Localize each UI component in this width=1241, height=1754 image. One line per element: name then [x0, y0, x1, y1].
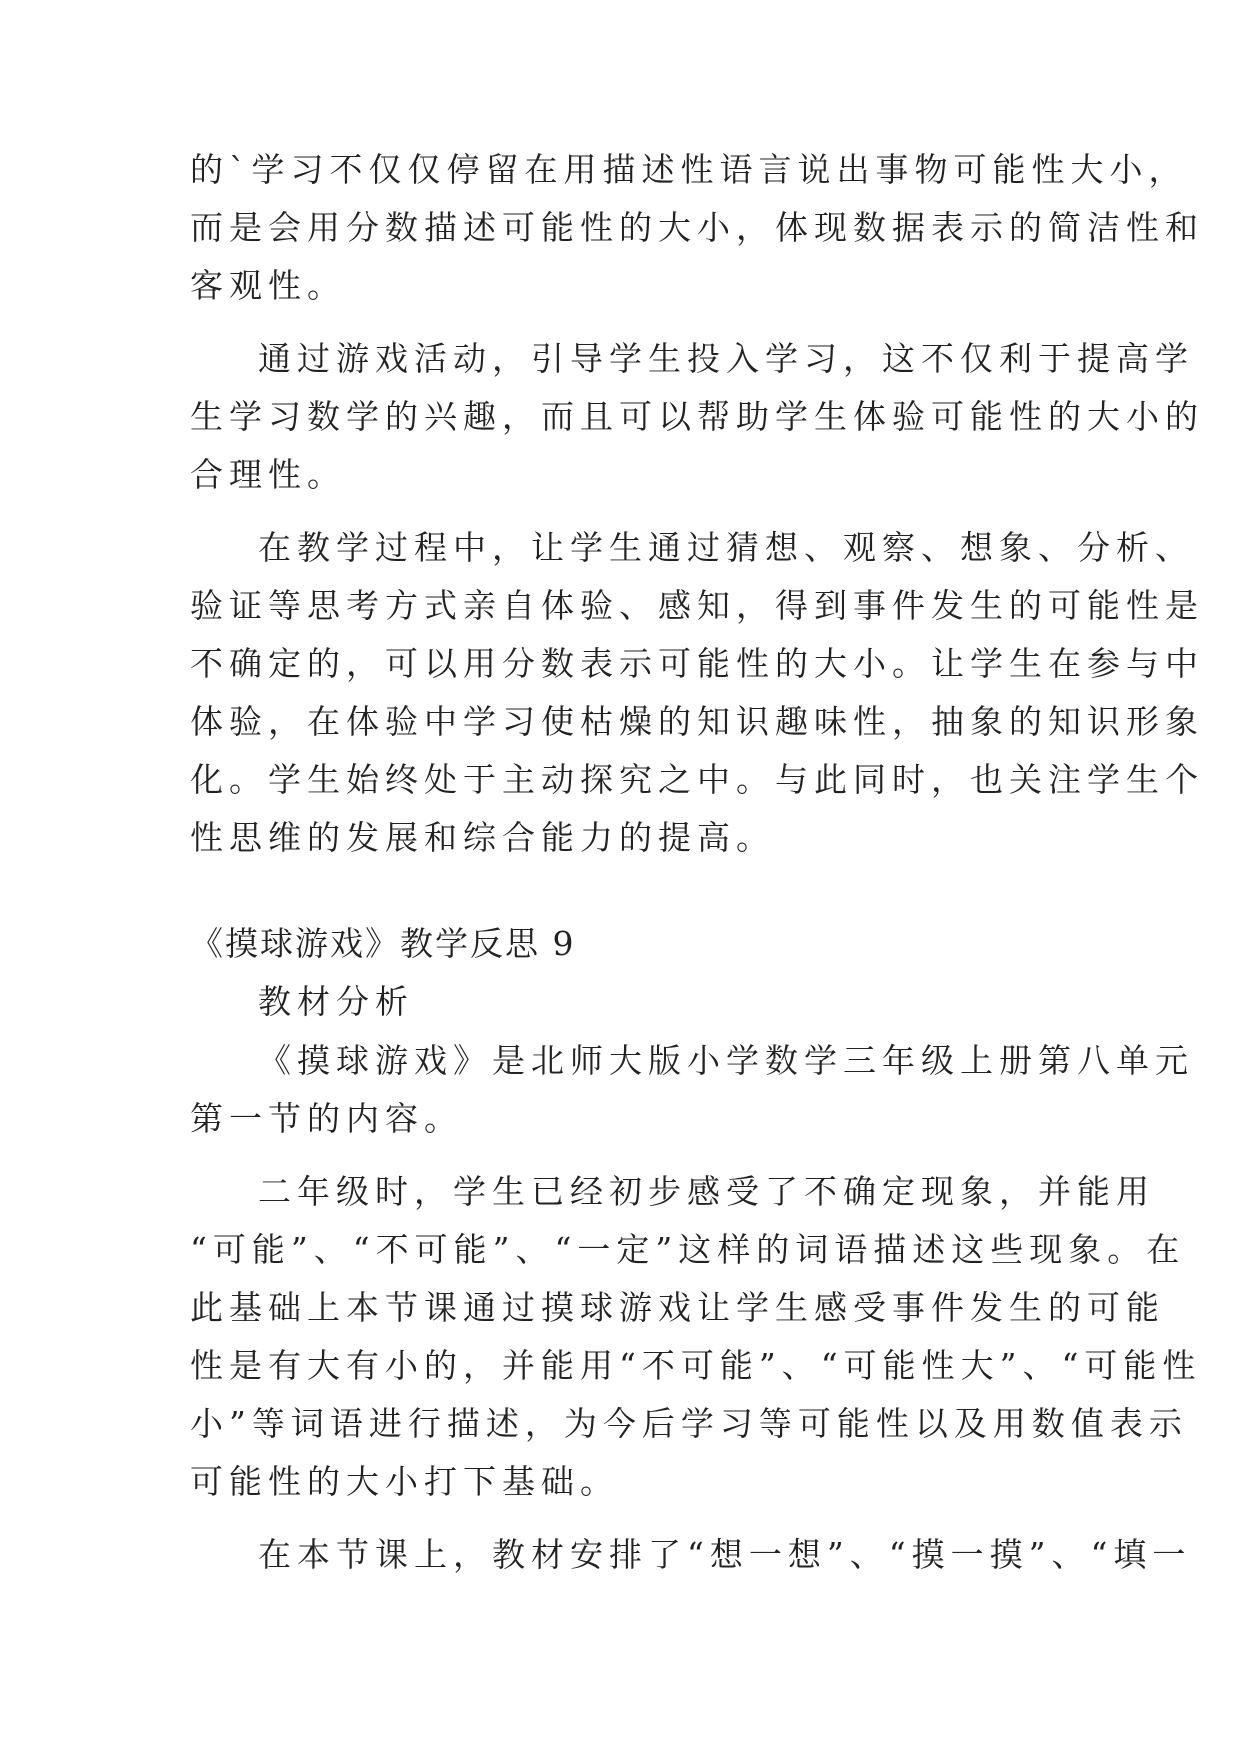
paragraph-line: 性思维的发展和综合能力的提高。 — [190, 818, 775, 857]
paragraph-line: 通过游戏活动，引导学生投入学习，这不仅利于提高学 — [258, 339, 1194, 378]
paragraph-line: 在本节课上，教材安排了“想一想”、“摸一摸”、“填一 — [258, 1535, 1192, 1574]
paragraph-line: 不确定的，可以用分数表示可能性的大小。让学生在参与中 — [190, 644, 1204, 683]
paragraph-line: 合理性。 — [190, 455, 346, 494]
section-subheading: 教材分析 — [258, 982, 414, 1021]
paragraph-line: 化。学生始终处于主动探究之中。与此同时，也关注学生个 — [190, 760, 1204, 799]
paragraph-line: 可能性的大小打下基础。 — [190, 1462, 619, 1501]
paragraph-line: “可能”、“不可能”、“一定”这样的词语描述这些现象。在 — [190, 1230, 1186, 1269]
paragraph-line: 生学习数学的兴趣，而且可以帮助学生体验可能性的大小的 — [190, 397, 1204, 436]
paragraph-line: 而是会用分数描述可能性的大小，体现数据表示的简洁性和 — [190, 208, 1204, 247]
paragraph-line: 性是有大有小的，并能用“不可能”、“可能性大”、“可能性 — [190, 1346, 1202, 1385]
paragraph-line: 《摸球游戏》是北师大版小学数学三年级上册第八单元 — [258, 1041, 1194, 1080]
paragraph-line: 第一节的内容。 — [190, 1099, 463, 1138]
paragraph-line: 此基础上本节课通过摸球游戏让学生感受事件发生的可能 — [190, 1288, 1165, 1327]
section-title: 《摸球游戏》教学反思 9 — [190, 924, 576, 963]
paragraph-line: 体验，在体验中学习使枯燥的知识趣味性，抽象的知识形象 — [190, 702, 1204, 741]
paragraph-line: 客观性。 — [190, 266, 346, 305]
paragraph-line: 二年级时，学生已经初步感受了不确定现象，并能用 — [258, 1172, 1155, 1211]
paragraph-line: 小”等词语进行描述，为今后学习等可能性以及用数值表示 — [190, 1404, 1188, 1443]
paragraph-line: 在教学过程中，让学生通过猜想、观察、想象、分析、 — [258, 528, 1194, 567]
paragraph-line: 的`学习不仅仅停留在用描述性语言说出事物可能性大小， — [190, 150, 1188, 189]
paragraph-line: 验证等思考方式亲自体验、感知，得到事件发生的可能性是 — [190, 586, 1204, 625]
